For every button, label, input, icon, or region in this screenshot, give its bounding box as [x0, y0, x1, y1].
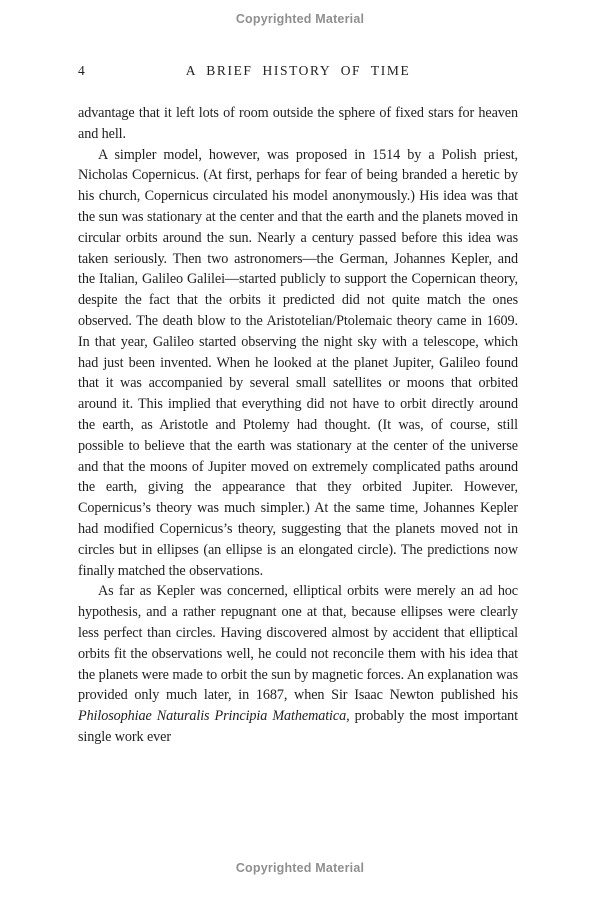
text-segment: A simpler model, however, was proposed in 1514 by a Polish priest, Nicholas Copernicus. (At first, perhaps for fear of being branded a heretic by his church, Copernicus circulated his model anonymously.) His idea was that the sun was stationary at the center and that the earth and the planets moved in circular orbits around the sun. Nearly a century passed before this idea was taken seriously. Then two astronomers—the German, Johannes Kepler, and the Italian, Galileo Galilei—started publicly to support the Copernican theory, despite the fact that the orbits it predicted did not quite match the ones observed. The death blow to the Aristotelian/Ptolemaic theory came in 1609. In that year, Galileo started observing the night sky with a telescope, which had just been invented. When he looked at the planet Jupiter, Galileo found that it was accompanied by several small satellites or moons that orbited around it. This implied that everything did not have to orbit directly around the earth, as Aristotle and Ptolemy had thought. (It was, of course, still possible to believe that the earth was stationary at the center of the universe and that the moons of Jupiter moved on extremely complicated paths around the earth, giving the appearance that they orbited Jupiter. However, Copernicus’s theory was much simpler.) At the same time, Johannes Kepler had modified Copernicus’s theory, suggesting that the planets moved not in circles but in ellipses (an ellipse is an elongated circle). The predictions now finally matched the observations.: [78, 146, 518, 579]
page-header: [78, 63, 518, 81]
paragraph: [78, 145, 518, 582]
text-segment: probably the most important single work ever: [78, 708, 518, 745]
page-number: 4: [78, 63, 85, 78]
running-header: A BRIEF HISTORY OF TIME: [185, 63, 411, 78]
italic-text-segment: Philosophiae Naturalis Principia Mathematica,: [78, 708, 350, 725]
paragraph: [78, 103, 518, 145]
paragraph: [78, 581, 518, 747]
text-segment: advantage that it left lots of room outside the sphere of fixed stars for heaven and hell.: [78, 105, 518, 142]
copyright-notice-bottom: Copyrighted Material: [235, 861, 365, 875]
text-segment: As far as Kepler was concerned, elliptical orbits were merely an ad hoc hypothesis, and a rather repugnant one at that, because ellipses were clearly less perfect than circles. Having discovered almost by accident that elliptical orbits fit the observations well, he could not reconcile them with his idea that the planets were made to orbit the sun by magnetic forces. An explanation was provided only much later, in 1687, when Sir Isaac Newton published his: [78, 583, 518, 704]
copyright-notice-top: Copyrighted Material: [235, 12, 365, 26]
body-text: [78, 103, 518, 748]
